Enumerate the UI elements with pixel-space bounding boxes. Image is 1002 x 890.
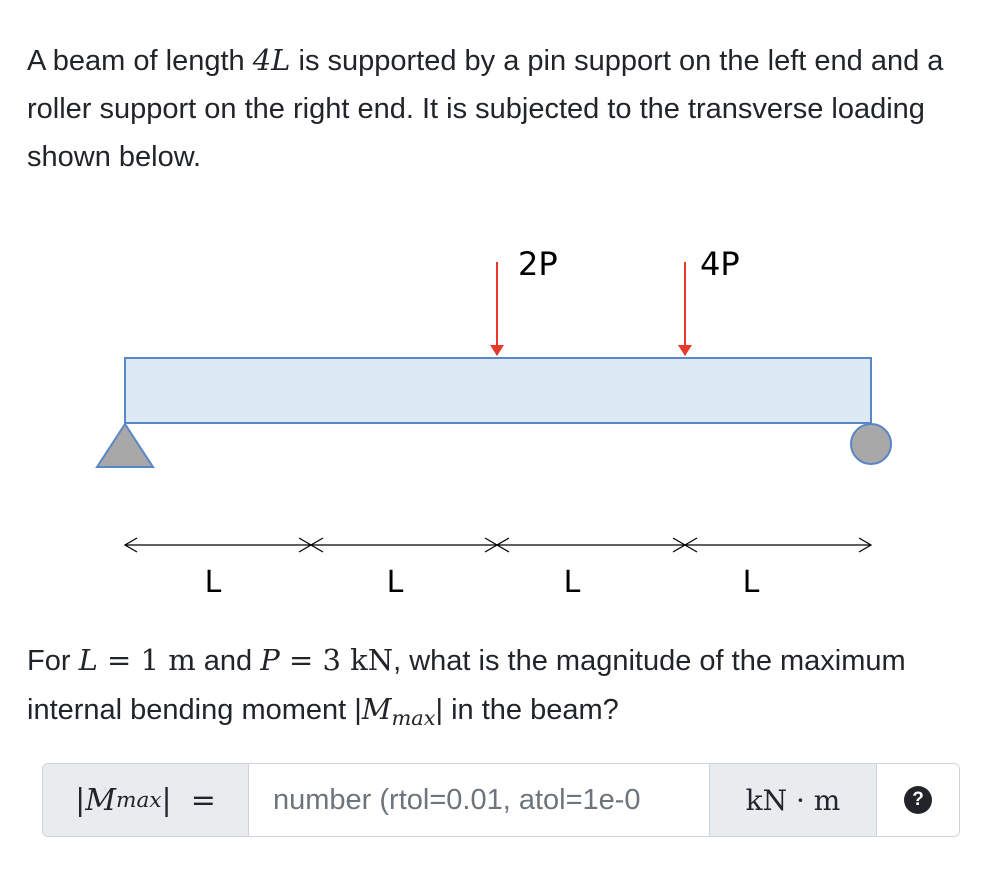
roller-support (851, 424, 891, 464)
beam-diagram (0, 215, 1002, 615)
span-label-2: L (386, 565, 404, 600)
beam (125, 358, 871, 423)
prompt-text-2: is supported by a pin support on the left end and a roller support on the right end. It is subjected to the transverse loading shown below. (27, 45, 944, 173)
var-P: P (260, 643, 280, 677)
prompt-text-1: A beam of length (27, 45, 253, 77)
var-M: M (361, 692, 392, 726)
unit-text: kN · m (745, 783, 841, 817)
unit-label (709, 764, 876, 836)
load-4p-arrowhead (678, 345, 692, 356)
load-4p-label: 4P (700, 245, 740, 283)
span-label-3: L (563, 565, 581, 600)
load-2p (490, 245, 558, 356)
question-part: For (27, 645, 79, 677)
span-label-1: L (204, 565, 222, 600)
unit-m: m (168, 643, 196, 677)
span-label-4: L (742, 565, 760, 600)
load-4p (678, 245, 740, 356)
equals-1: = 1 (97, 643, 169, 677)
question-part: | in the beam? (435, 694, 619, 726)
dimension-lines (125, 538, 871, 552)
help-cell (876, 764, 959, 836)
abs-bar-right: | (161, 782, 172, 818)
equals-2: = 3 (279, 643, 351, 677)
question-part: and (195, 645, 261, 677)
answer-input[interactable] (249, 764, 709, 836)
answer-label-subscript: max (115, 787, 162, 813)
abs-bar-left: | (75, 782, 86, 818)
question-part: , what is the magnitude of the maximum internal bending moment | (27, 645, 906, 726)
load-2p-label: 2P (518, 245, 558, 283)
pin-support (97, 424, 153, 467)
answer-label-var: M (85, 782, 116, 818)
problem-statement (27, 36, 967, 181)
unit-kn: kN (350, 643, 394, 677)
length-expression: 4L (252, 43, 291, 77)
var-L: L (78, 643, 98, 677)
var-M-subscript: max (391, 705, 436, 730)
help-icon[interactable]: ? (904, 786, 932, 814)
question-text (27, 636, 967, 742)
answer-equals: = (171, 782, 216, 818)
answer-label (43, 764, 249, 836)
answer-input-group (42, 763, 960, 837)
load-2p-arrowhead (490, 345, 504, 356)
